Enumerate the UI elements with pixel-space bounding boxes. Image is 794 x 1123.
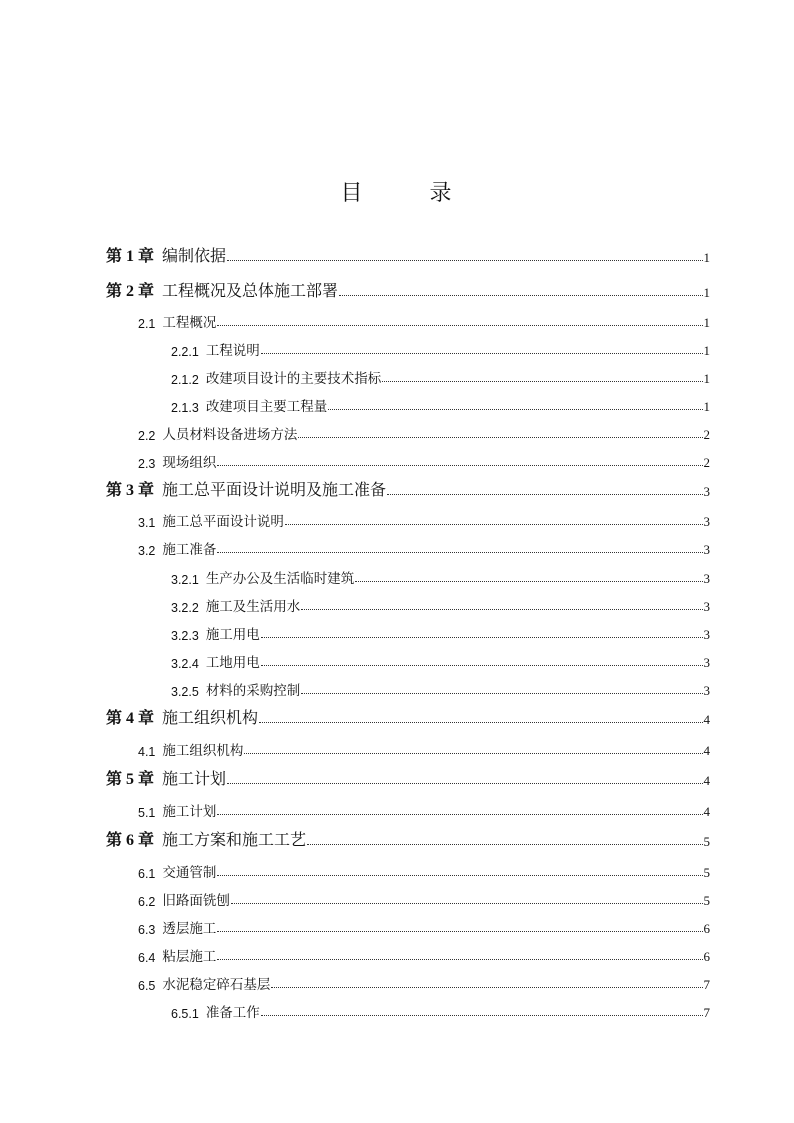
dot-leader <box>261 637 703 638</box>
toc-entry-page: 3 <box>703 655 710 670</box>
toc-entry-page: 4 <box>703 804 710 819</box>
dot-leader <box>301 693 702 694</box>
dot-leader <box>301 609 702 610</box>
dot-leader <box>355 581 702 582</box>
toc-entry-chapter-4[interactable] <box>106 706 710 728</box>
toc-entry-chapter-6[interactable] <box>106 828 710 850</box>
toc-entry-page: 1 <box>703 315 710 330</box>
toc-entry-3-2-3[interactable] <box>171 621 710 643</box>
toc-entry-label: 交通管制 <box>162 865 217 881</box>
toc-entry-number: 5.1 <box>138 806 156 820</box>
dot-leader <box>307 844 702 845</box>
toc-title: 目 录 <box>340 181 482 206</box>
toc-entry-number: 第 5 章 <box>106 771 155 788</box>
toc-entry-label: 旧路面铣刨 <box>162 893 230 909</box>
toc-entry-label: 人员材料设备进场方法 <box>162 427 298 443</box>
toc-entry-number: 3.2.1 <box>171 573 199 587</box>
toc-entry-2-1-3[interactable] <box>171 393 710 415</box>
toc-entry-number: 3.1 <box>138 516 156 530</box>
toc-entry-3-1[interactable] <box>138 508 710 530</box>
toc-entry-2-1[interactable] <box>138 309 710 331</box>
toc-entry-number: 3.2 <box>138 544 156 558</box>
dot-leader <box>387 494 702 495</box>
dot-leader <box>217 552 702 553</box>
dot-leader <box>244 753 702 754</box>
toc-entry-label: 工程概况及总体施工部署 <box>162 281 339 300</box>
toc-entry-page: 2 <box>703 455 710 470</box>
toc-entry-label: 施工用电 <box>205 627 260 643</box>
dot-leader <box>217 875 702 876</box>
toc-entry-number: 3.2.4 <box>171 657 199 671</box>
toc-entry-number: 6.3 <box>138 923 156 937</box>
toc-entry-label: 施工计划 <box>162 769 227 788</box>
toc-entry-number: 第 4 章 <box>106 710 155 727</box>
toc-entry-label: 粘层施工 <box>162 949 217 965</box>
toc-entry-page: 4 <box>703 712 710 727</box>
toc-entry-number: 第 6 章 <box>106 832 155 849</box>
toc-entry-page: 5 <box>703 834 710 849</box>
dot-leader <box>271 987 702 988</box>
dot-leader <box>231 903 703 904</box>
toc-entry-page: 3 <box>703 484 710 499</box>
toc-entry-page: 6 <box>703 949 710 964</box>
toc-entry-6-1[interactable] <box>138 859 710 881</box>
toc-entry-label: 施工及生活用水 <box>205 599 301 615</box>
toc-entry-6-2[interactable] <box>138 887 710 909</box>
toc-entry-3-2-5[interactable] <box>171 677 710 699</box>
toc-entry-chapter-5[interactable] <box>106 767 710 789</box>
toc-entry-label: 改建项目主要工程量 <box>205 399 328 415</box>
toc-entry-number: 6.5.1 <box>171 1007 199 1021</box>
toc-entry-label: 施工计划 <box>162 804 217 820</box>
toc-entry-label: 施工方案和施工工艺 <box>162 830 307 849</box>
toc-entry-number: 第 2 章 <box>106 283 155 300</box>
toc-entry-number: 3.2.5 <box>171 685 199 699</box>
toc-entry-label: 生产办公及生活临时建筑 <box>205 571 355 587</box>
toc-entry-number: 第 1 章 <box>106 248 155 265</box>
dot-leader <box>285 524 703 525</box>
toc-entry-2-2-1[interactable] <box>171 337 710 359</box>
toc-entry-page: 3 <box>703 571 710 586</box>
toc-entry-number: 2.1.3 <box>171 401 199 415</box>
dot-leader <box>339 295 702 296</box>
toc-entry-number: 2.1 <box>138 317 156 331</box>
toc-entry-page: 1 <box>703 250 710 265</box>
dot-leader <box>217 325 702 326</box>
toc-entry-label: 水泥稳定碎石基层 <box>162 977 271 993</box>
toc-entry-number: 6.4 <box>138 951 156 965</box>
toc-entry-page: 3 <box>703 627 710 642</box>
toc-entry-number: 2.1.2 <box>171 373 199 387</box>
toc-entry-page: 2 <box>703 427 710 442</box>
toc-entry-label: 施工总平面设计说明 <box>162 514 284 530</box>
toc-entry-3-2-4[interactable] <box>171 649 710 671</box>
toc-entry-number: 2.2.1 <box>171 345 199 359</box>
toc-entry-page: 5 <box>703 865 710 880</box>
toc-entry-chapter-3[interactable] <box>106 478 710 500</box>
toc-entry-page: 4 <box>703 773 710 788</box>
dot-leader <box>298 437 702 438</box>
toc-entry-page: 3 <box>703 683 710 698</box>
dot-leader <box>217 959 702 960</box>
toc-entry-label: 透层施工 <box>162 921 217 937</box>
toc-entry-number: 6.2 <box>138 895 156 909</box>
dot-leader <box>217 931 702 932</box>
toc-entry-label: 工程说明 <box>205 343 260 359</box>
toc-entry-page: 3 <box>703 542 710 557</box>
toc-entry-number: 3.2.2 <box>171 601 199 615</box>
toc-entry-page: 3 <box>703 599 710 614</box>
toc-entry-label: 工地用电 <box>205 655 260 671</box>
toc-entry-label: 编制依据 <box>162 246 227 265</box>
toc-entry-2-1-2[interactable] <box>171 365 710 387</box>
toc-entry-page: 1 <box>703 343 710 358</box>
toc-entry-page: 5 <box>703 893 710 908</box>
toc-entry-label: 准备工作 <box>205 1005 260 1021</box>
toc-entry-label: 现场组织 <box>162 455 217 471</box>
toc-entry-label: 改建项目设计的主要技术指标 <box>205 371 382 387</box>
toc-entry-label: 材料的采购控制 <box>205 683 301 699</box>
dot-leader <box>328 409 702 410</box>
toc-entry-6-5[interactable] <box>138 971 710 993</box>
toc-entry-number: 4.1 <box>138 745 156 759</box>
toc-entry-page: 1 <box>703 371 710 386</box>
toc-entry-2-2[interactable] <box>138 421 710 443</box>
toc-entry-page: 7 <box>703 977 710 992</box>
toc-entry-page: 7 <box>703 1005 710 1020</box>
toc-entry-6-4[interactable] <box>138 943 710 965</box>
toc-entry-3-2[interactable] <box>138 536 710 558</box>
toc-entry-chapter-2[interactable] <box>106 279 710 301</box>
toc-entry-chapter-1[interactable] <box>106 244 710 266</box>
dot-leader <box>227 260 702 261</box>
toc-entry-6-5-1[interactable] <box>171 999 710 1021</box>
toc-entry-2-3[interactable] <box>138 449 710 471</box>
toc-entry-4-1[interactable] <box>138 737 710 759</box>
toc-entry-number: 6.1 <box>138 867 156 881</box>
toc-entry-number: 3.2.3 <box>171 629 199 643</box>
dot-leader <box>217 465 702 466</box>
toc-entry-label: 施工组织机构 <box>162 708 259 727</box>
toc-entry-number: 6.5 <box>138 979 156 993</box>
toc-entry-label: 施工准备 <box>162 542 217 558</box>
dot-leader <box>261 353 703 354</box>
dot-leader <box>227 783 702 784</box>
toc-entry-number: 第 3 章 <box>106 482 155 499</box>
toc-entry-page: 3 <box>703 514 710 529</box>
toc-entry-label: 工程概况 <box>162 315 217 331</box>
toc-entry-6-3[interactable] <box>138 915 710 937</box>
toc-entry-number: 2.3 <box>138 457 156 471</box>
toc-entry-5-1[interactable] <box>138 798 710 820</box>
toc-entry-page: 4 <box>703 743 710 758</box>
dot-leader <box>261 665 703 666</box>
dot-leader <box>261 1015 703 1016</box>
dot-leader <box>259 722 702 723</box>
toc-entry-page: 1 <box>703 399 710 414</box>
toc-entry-label: 施工组织机构 <box>162 743 244 759</box>
toc-entry-page: 6 <box>703 921 710 936</box>
toc-entry-3-2-2[interactable] <box>171 593 710 615</box>
toc-entry-3-2-1[interactable] <box>171 565 710 587</box>
toc-entry-label: 施工总平面设计说明及施工准备 <box>162 480 387 499</box>
toc-entry-number: 2.2 <box>138 429 156 443</box>
toc-entry-page: 1 <box>703 285 710 300</box>
dot-leader <box>382 381 702 382</box>
dot-leader <box>217 814 702 815</box>
